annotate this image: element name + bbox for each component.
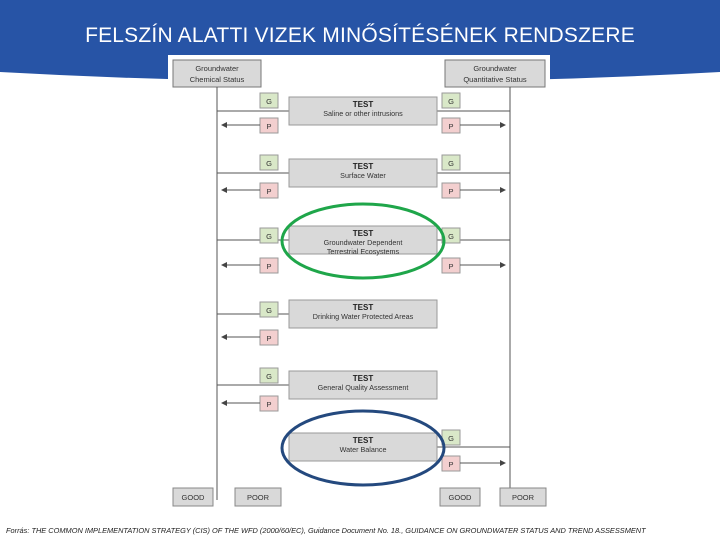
good-badge-label: G (266, 306, 272, 315)
page-title: FELSZÍN ALATTI VIZEK MINŐSÍTÉSÉNEK RENDSZERE (85, 24, 635, 47)
poor-badge-label: P (266, 334, 272, 343)
test-box-description: Drinking Water Protected Areas (312, 312, 414, 321)
good-badge-label: G (448, 159, 454, 168)
poor-badge-label: P (266, 122, 272, 131)
quantitative-status-header-line: Groundwater (473, 64, 517, 73)
poor-badge-label: P (448, 187, 454, 196)
poor-badge-label: P (448, 262, 454, 271)
chemical-status-header-line: Chemical Status (189, 75, 245, 84)
good-badge-label: G (448, 232, 454, 241)
poor-badge-label: P (266, 187, 272, 196)
test-box-description: Saline or other intrusions (323, 109, 403, 118)
test-box-label: TEST (352, 303, 374, 312)
good-badge-label: G (448, 97, 454, 106)
good-badge-label: G (266, 232, 272, 241)
poor-badge-label: P (266, 400, 272, 409)
outcome-good-label: GOOD (448, 493, 472, 502)
poor-badge-label: P (448, 460, 454, 469)
outcome-good-label: GOOD (181, 493, 205, 502)
good-badge-label: G (266, 372, 272, 381)
good-badge-label: G (448, 434, 454, 443)
test-box-description: Water Balance (339, 445, 387, 454)
test-box-label: TEST (352, 162, 374, 171)
outcome-poor-label: POOR (511, 493, 535, 502)
good-badge-label: G (266, 97, 272, 106)
good-badge-label: G (266, 159, 272, 168)
test-box-label: TEST (352, 374, 374, 383)
test-box-description: General Quality Assessment (317, 383, 409, 392)
test-box-description: Groundwater Dependent (323, 238, 403, 247)
test-box-description: Terrestrial Ecosystems (326, 247, 400, 256)
quantitative-status-header-line: Quantitative Status (463, 75, 527, 84)
poor-badge-label: P (266, 262, 272, 271)
test-box-description: Surface Water (340, 171, 386, 180)
test-box-label: TEST (352, 436, 374, 445)
test-box-label: TEST (352, 100, 374, 109)
outcome-poor-label: POOR (246, 493, 270, 502)
chemical-status-header-line: Groundwater (195, 64, 239, 73)
source-citation: Forrás: THE COMMON IMPLEMENTATION STRATEGY (CIS) OF THE WFD (2000/60/EC), Guidance Document No. 18., GUIDANCE ON GROUNDWATER STATUS AND TREND ASSESSMENT (6, 526, 646, 535)
poor-badge-label: P (448, 122, 454, 131)
test-box-label: TEST (352, 229, 374, 238)
